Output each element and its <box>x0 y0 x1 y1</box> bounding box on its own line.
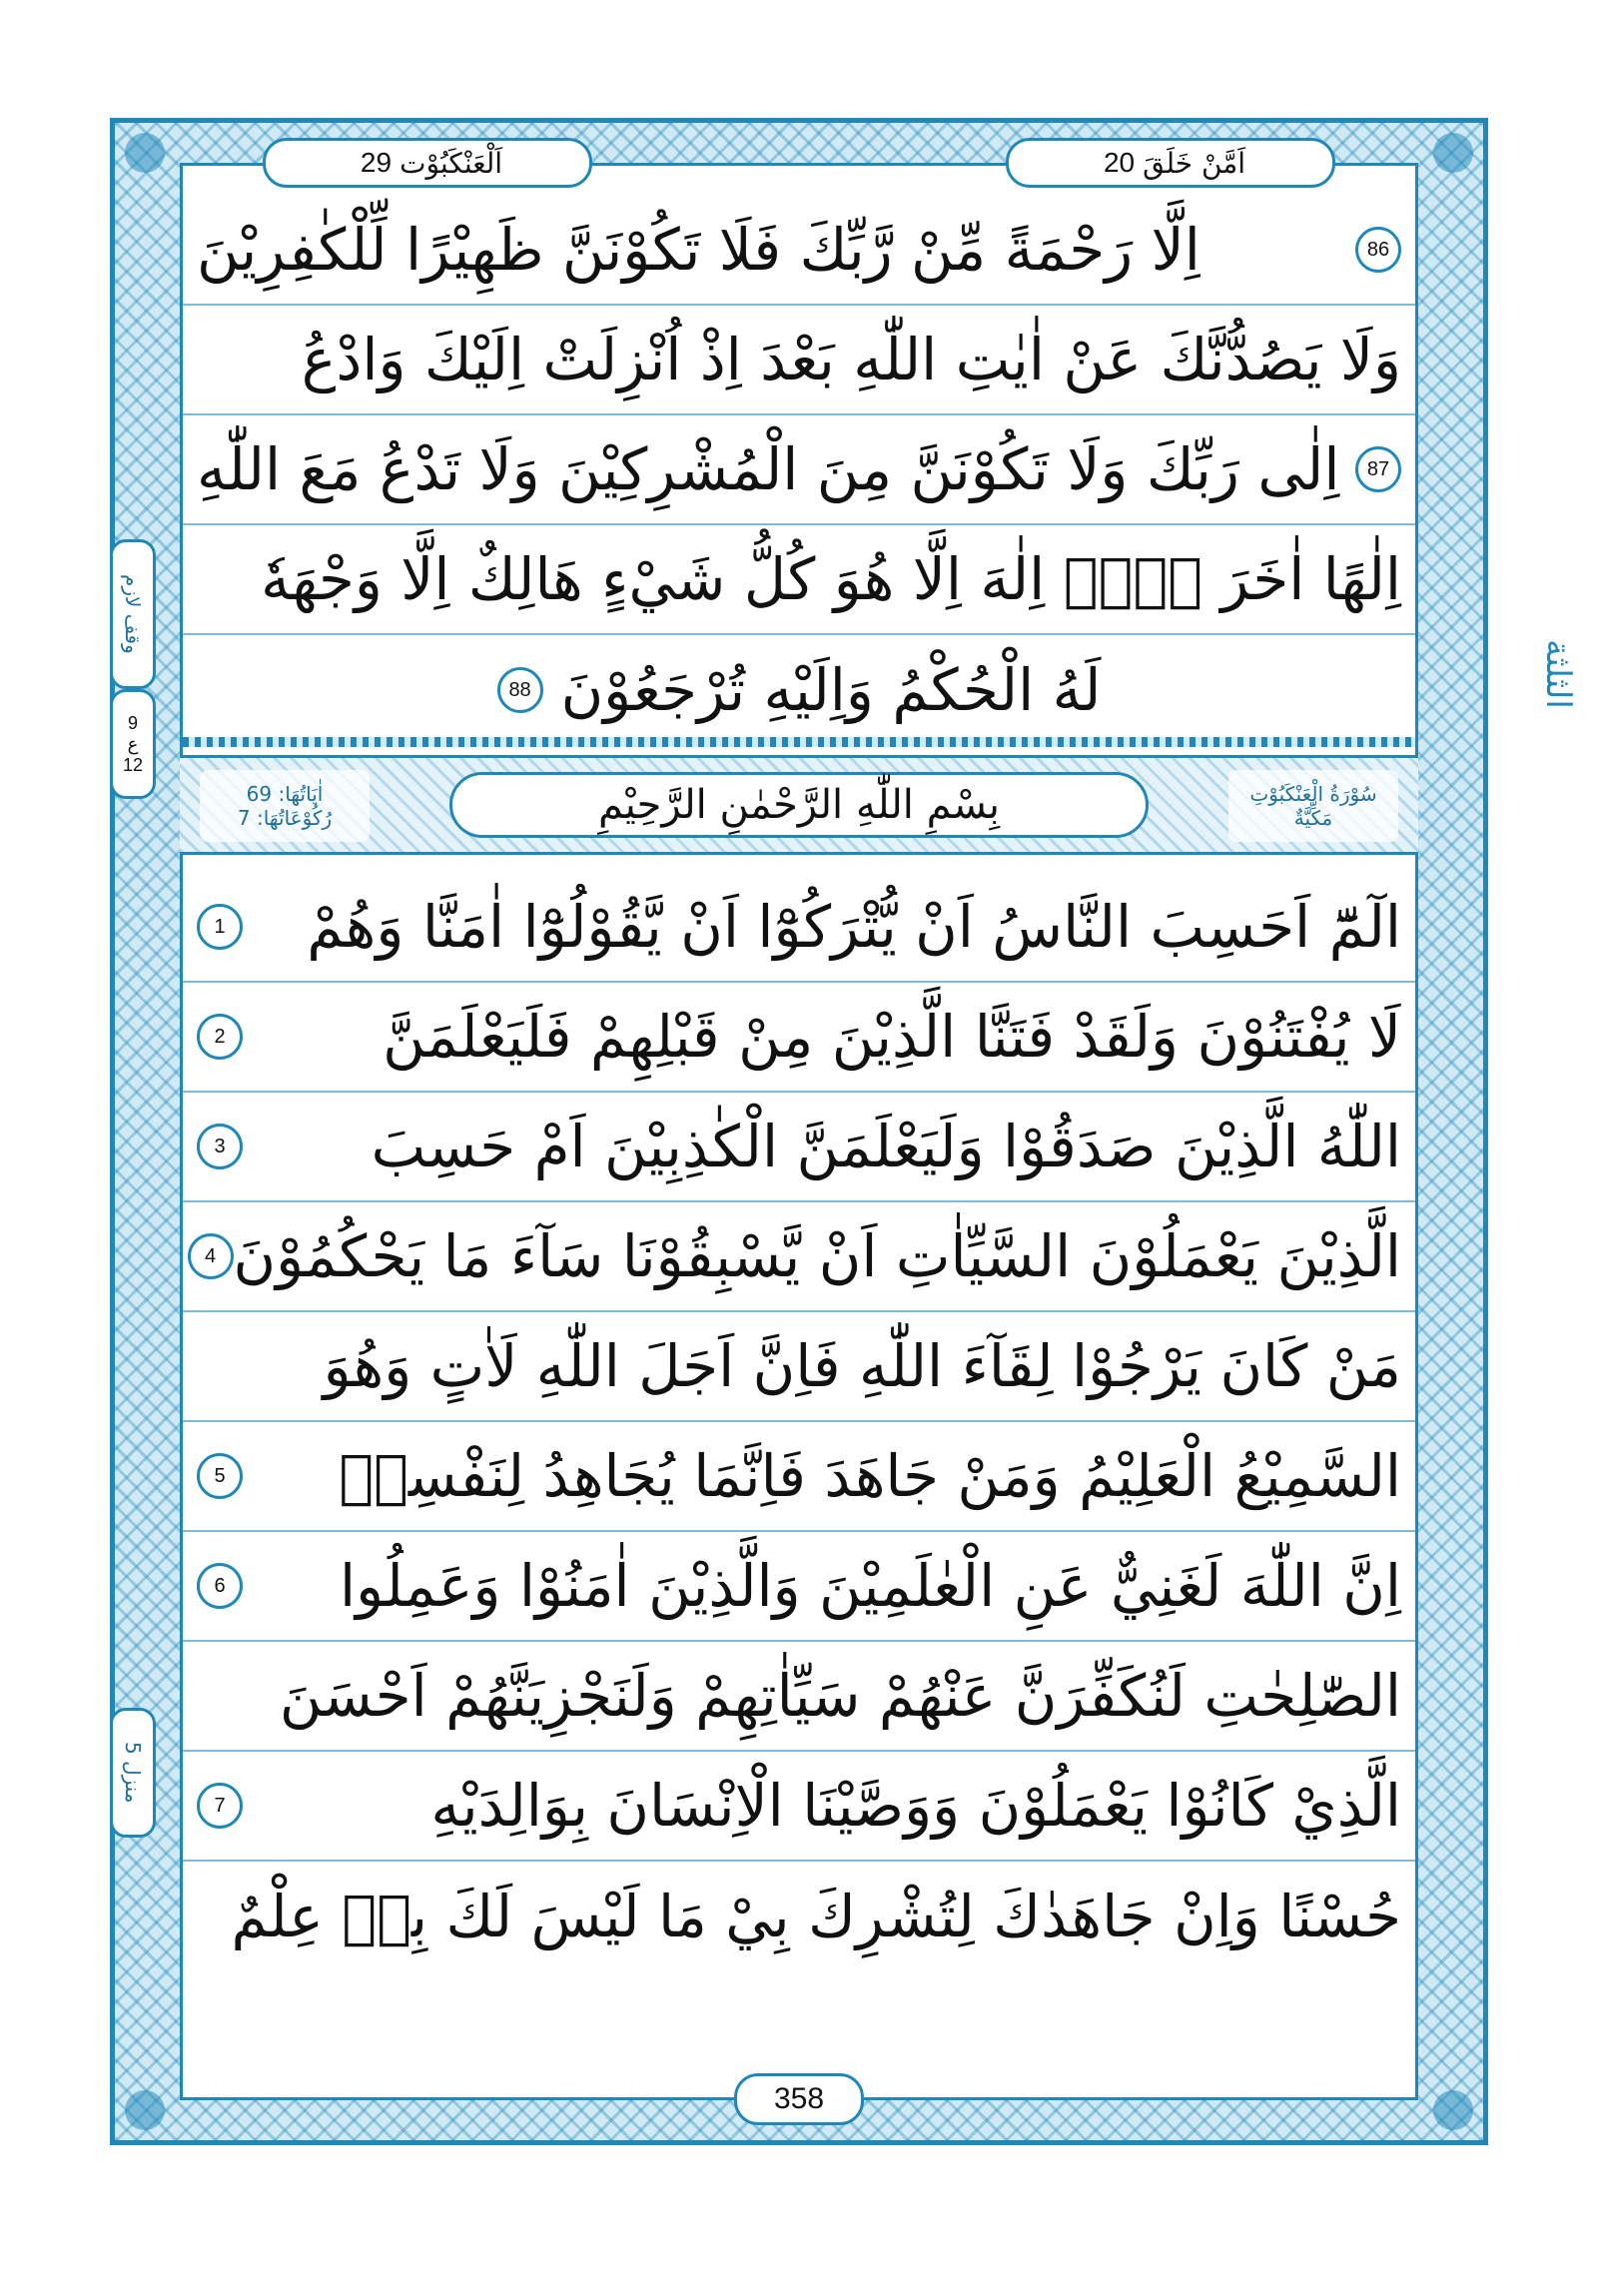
verse-text: لَا يُفْتَنُوْنَ وَلَقَدْ فَتَنَّا الَّذِيْنَ مِنْ قَبْلِهِمْ فَلَيَعْلَمَنَّ <box>383 1003 1401 1071</box>
ayah-marker: 3 <box>197 1124 243 1169</box>
surah-name: اَلْعَنْكَبُوْت <box>400 146 503 180</box>
verse-line <box>183 415 1415 525</box>
ayat-count: اٰيَاتُهَا: 69 <box>246 782 324 806</box>
verse-line <box>183 306 1415 415</box>
section-divider <box>183 737 1415 747</box>
ayah-marker: 7 <box>197 1783 243 1829</box>
verse-text: اِلَّا رَحْمَةً مِّنْ رَّبِّكَ فَلَا تَكُوْنَنَّ ظَهِيْرًا لِّلْكٰفِرِيْنَ <box>197 216 1200 284</box>
verse-text: اِنَّ اللّٰهَ لَغَنِيٌّ عَنِ الْعٰلَمِيْنَ وَالَّذِيْنَ اٰمَنُوْا وَعَمِلُوا <box>340 1552 1401 1620</box>
verse-text: مَنْ كَانَ يَرْجُوْا لِقَآءَ اللّٰهِ فَاِنَّ اَجَلَ اللّٰهِ لَاٰتٍ وَهُوَ <box>323 1332 1401 1400</box>
ayah-marker: 1 <box>197 904 243 950</box>
verse-text: اِلٰى رَبِّكَ وَلَا تَكُوْنَنَّ مِنَ الْمُشْرِكِيْنَ وَلَا تَدْعُ مَعَ اللّٰهِ <box>197 435 1340 503</box>
verse-text: السَّمِيْعُ الْعَلِيْمُ وَمَنْ جَاهَدَ فَاِنَّمَا يُجَاهِدُ لِنَفْسِهٖ <box>339 1442 1401 1510</box>
verse-text: الصّٰلِحٰتِ لَنُكَفِّرَنَّ عَنْهُمْ سَيِّاٰتِهِمْ وَلَنَجْزِيَنَّهُمْ اَحْسَنَ <box>279 1662 1401 1730</box>
corner-ornament-icon <box>1433 133 1473 173</box>
surah-number: 29 <box>360 147 393 178</box>
verse-line <box>183 1093 1415 1202</box>
verse-line <box>183 525 1415 635</box>
waqf-marker <box>110 539 156 689</box>
surah-title: سُوْرَةُ الْعَنْكَبُوْتِ <box>1249 782 1377 806</box>
ayah-marker: 88 <box>497 667 543 713</box>
verse-line <box>183 1202 1415 1312</box>
verse-line <box>183 1422 1415 1532</box>
corner-ornament-icon <box>125 133 165 173</box>
ayah-marker: 2 <box>197 1014 243 1060</box>
verse-text: الَّذِيْنَ يَعْمَلُوْنَ السَّيِّاٰتِ اَنْ يَّسْبِقُوْنَا سَآءَ مَا يَحْكُمُوْنَ <box>233 1222 1401 1290</box>
ruku-bottom: 12 <box>122 754 144 775</box>
verse-line <box>183 983 1415 1093</box>
ruku-top: 9 <box>127 712 138 733</box>
verse-text: اللّٰهُ الَّذِيْنَ صَدَقُوْا وَلَيَعْلَمَنَّ الْكٰذِبِيْنَ اَمْ حَسِبَ <box>371 1113 1401 1180</box>
verse-text: وَلَا يَصُدُّنَّكَ عَنْ اٰيٰتِ اللّٰهِ بَعْدَ اِذْ اُنْزِلَتْ اِلَيْكَ وَادْعُ <box>301 326 1401 393</box>
page-number-text: 358 <box>773 2082 825 2115</box>
verse-text: لَهُ الْحُكْمُ وَاِلَيْهِ تُرْجَعُوْنَ <box>560 656 1102 724</box>
quarter-marker <box>1538 639 1578 709</box>
verse-text: الٓمّٓ اَحَسِبَ النَّاسُ اَنْ يُّتْرَكُوْٓا اَنْ يَّقُوْلُوْٓا اٰمَنَّا وَهُمْ <box>307 893 1401 961</box>
corner-ornament-icon <box>1433 2090 1473 2130</box>
ruku-marker <box>110 689 156 799</box>
corner-ornament-icon <box>125 2090 165 2130</box>
verse-line <box>183 873 1415 983</box>
quarter-label: الثلثة <box>1538 639 1578 709</box>
surah-title-info <box>1228 770 1398 842</box>
surah-verse-count <box>200 770 370 842</box>
ayah-marker: 5 <box>197 1453 243 1499</box>
basmala-text: بِسْمِ اللّٰهِ الرَّحْمٰنِ الرَّحِيْمِ <box>597 782 1001 828</box>
revelation-type: مَكِّيَّةٌ <box>1293 806 1333 830</box>
waqf-label: وقف لازم <box>121 574 145 654</box>
ruku-count: رُكُوْعَاتُهَا: 7 <box>237 806 333 830</box>
verse-text: حُسْنًا وَاِنْ جَاهَدٰكَ لِتُشْرِكَ بِيْ مَا لَيْسَ لَكَ بِهٖ عِلْمٌ <box>231 1883 1401 1950</box>
ruku-mid: ع <box>127 733 139 754</box>
verse-line <box>183 1312 1415 1422</box>
verse-line <box>183 1752 1415 1862</box>
verse-text: الَّذِيْ كَانُوْا يَعْمَلُوْنَ وَوَصَّيْنَا الْاِنْسَانَ بِوَالِدَيْهِ <box>430 1772 1401 1840</box>
text-area <box>180 146 1418 2115</box>
manzil-marker <box>110 1708 156 1838</box>
para-name-box <box>1006 138 1335 188</box>
verse-line <box>183 1642 1415 1752</box>
ayah-marker: 6 <box>197 1563 243 1609</box>
ayah-marker: 87 <box>1355 446 1401 492</box>
ayah-marker: 86 <box>1355 227 1401 273</box>
para-number: 20 <box>1103 147 1136 178</box>
page-number <box>734 2073 864 2125</box>
page-header <box>183 138 1415 192</box>
manzil-label: منزل 5 <box>121 1742 145 1804</box>
para-name: اَمَّنْ خَلَقَ <box>1143 146 1246 180</box>
surah-name-box <box>263 138 592 188</box>
basmala <box>449 772 1149 838</box>
verse-text: اِلٰهًا اٰخَرَ لَاۤ اِلٰهَ اِلَّا هُوَ كُلُّ شَيْءٍ هَالِكٌ اِلَّا وَجْهَهٗ <box>261 545 1401 613</box>
verse-line <box>183 635 1415 745</box>
surah-banner <box>180 755 1418 855</box>
page-frame <box>110 118 1488 2145</box>
verse-line <box>183 1862 1415 1971</box>
verse-line <box>183 196 1415 306</box>
verse-line <box>183 1532 1415 1642</box>
ayah-marker: 4 <box>188 1233 234 1279</box>
